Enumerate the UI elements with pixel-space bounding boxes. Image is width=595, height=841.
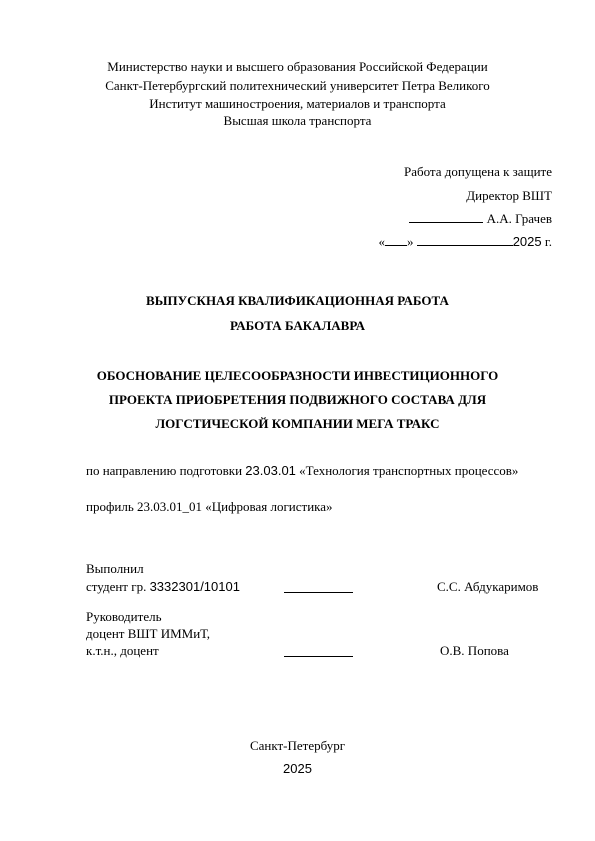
direction-line bbox=[86, 463, 518, 479]
university-line: Санкт-Петербургский политехнический университет Петра Великого bbox=[105, 78, 490, 93]
profile-line: профиль 23.03.01_01 «Цифровая логистика» bbox=[86, 499, 333, 514]
work-subtitle: РАБОТА БАКАЛАВРА bbox=[230, 318, 365, 333]
direction-prefix: по направлению подготовки bbox=[86, 463, 246, 478]
student-role-prefix: студент гр. bbox=[86, 579, 150, 594]
supervisor-name: О.В. Попова bbox=[440, 643, 509, 658]
director-name: А.А. Грачев bbox=[486, 211, 552, 226]
date-open-quote: « bbox=[378, 234, 385, 249]
school-line: Высшая школа транспорта bbox=[223, 113, 372, 128]
approval-date-line bbox=[378, 234, 552, 250]
month-blank bbox=[417, 234, 513, 246]
date-close-quote: » bbox=[406, 234, 414, 249]
footer-year: 2025 bbox=[283, 761, 312, 776]
supervisor-position: доцент ВШТ ИММиТ, bbox=[86, 626, 211, 641]
year-suffix: г. bbox=[541, 234, 552, 249]
director-title: Директор ВШТ bbox=[466, 188, 552, 203]
footer-city: Санкт-Петербург bbox=[249, 738, 346, 753]
direction-code: 23.03.01 bbox=[245, 463, 296, 478]
theme-line-2: ПРОЕКТА ПРИОБРЕТЕНИЯ ПОДВИЖНОГО СОСТАВА ДЛЯ bbox=[108, 392, 487, 407]
institute-line: Институт машиностроения, материалов и транспорта bbox=[149, 96, 446, 111]
student-group: 3332301/10101 bbox=[149, 579, 240, 594]
student-role bbox=[86, 579, 240, 595]
student-name: С.С. Абдукаримов bbox=[437, 579, 539, 594]
theme-line-1: ОБОСНОВАНИЕ ЦЕЛЕСООБРАЗНОСТИ ИНВЕСТИЦИОННОГО bbox=[96, 368, 499, 383]
approval-year: 2025 bbox=[512, 234, 542, 249]
supervisor-degree: к.т.н., доцент bbox=[86, 643, 159, 658]
approval-line: Работа допущена к защите bbox=[403, 164, 552, 179]
supervisor-label: Руководитель bbox=[86, 609, 162, 624]
theme-line-3: ЛОГСТИЧЕСКОЙ КОМПАНИИ МЕГА ТРАКС bbox=[155, 416, 440, 431]
director-signature-blank bbox=[409, 211, 483, 223]
director-signature-line bbox=[409, 211, 552, 227]
student-signature-blank bbox=[284, 580, 353, 598]
ministry-line: Министерство науки и высшего образования Российской Федерации bbox=[107, 59, 488, 74]
supervisor-signature-blank bbox=[284, 644, 353, 662]
work-title: ВЫПУСКНАЯ КВАЛИФИКАЦИОННАЯ РАБОТА bbox=[146, 293, 449, 308]
student-label: Выполнил bbox=[86, 561, 144, 576]
direction-name: «Технология транспортных процессов» bbox=[295, 463, 519, 478]
day-blank bbox=[385, 234, 407, 246]
